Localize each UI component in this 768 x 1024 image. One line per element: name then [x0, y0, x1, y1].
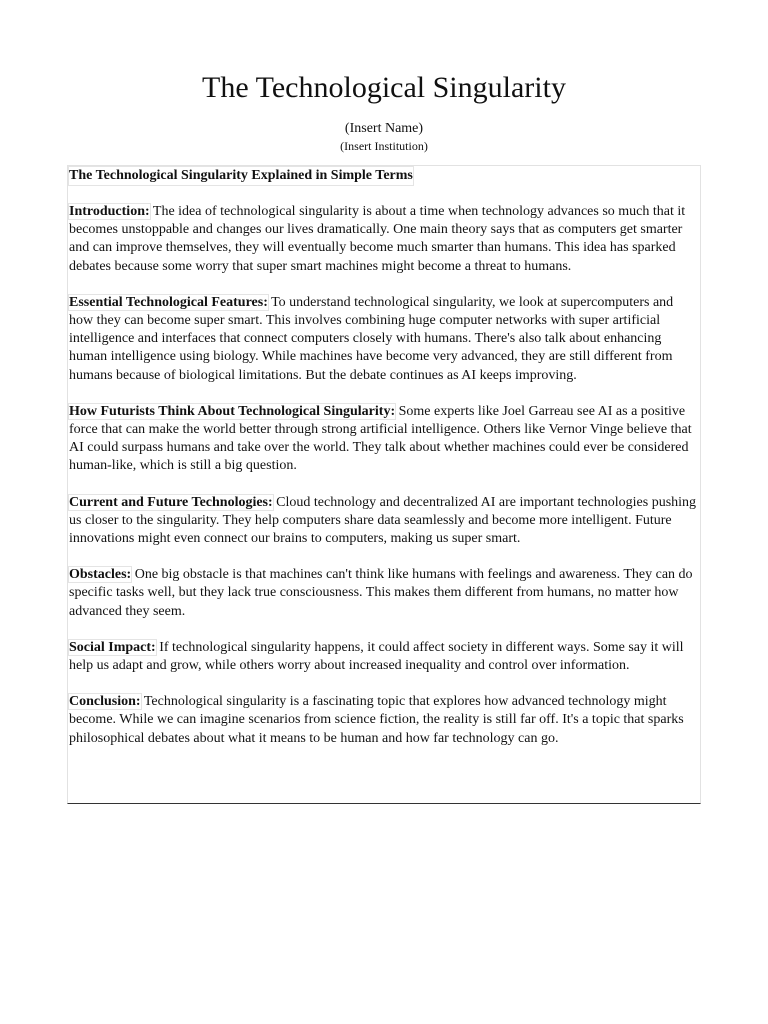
section-conclusion — [69, 693, 699, 748]
content-box — [67, 165, 701, 804]
author-name: (Insert Name) — [344, 121, 424, 136]
section-introduction — [69, 203, 699, 276]
section-label: Conclusion: — [69, 694, 141, 710]
section-text: If technological singularity happens, it could affect society in different ways. Some say it will help us adapt and grow, while others worry about increased inequality and control over information. — [69, 639, 684, 674]
section-text: To understand technological singularity, we look at supercomputers and how they can become super smart. This involves combining huge computer networks with super artificial intelligence and interfaces that connect computers closely with humans. There's also talk about enhancing human intelligence using biology. While machines have become very advanced, they are still different from humans because of biological limitations. But the debate continues as AI keeps improving. — [69, 294, 674, 383]
section-futurists — [69, 403, 699, 476]
section-label: Essential Technological Features: — [69, 294, 268, 310]
section-label: How Futurists Think About Technological Singularity: — [69, 403, 396, 419]
section-text: Technological singularity is a fascinating topic that explores how advanced technology might become. While we can imagine scenarios from science fiction, the reality is still far off. It's a topic that sparks philosophical debates about what it means to be human and how far technology can go. — [69, 694, 684, 746]
section-label: Obstacles: — [69, 567, 132, 583]
section-obstacles — [69, 566, 699, 621]
section-text: The idea of technological singularity is about a time when technology advances so much that it becomes unstoppable and changes our lives dramatically. One main theory says that as computers get smarter and can improve themselves, they will eventually become much smarter than humans. This idea has sparked debates because some worry that super smart machines might become a threat to humans. — [69, 204, 686, 274]
section-label: Current and Future Technologies: — [69, 494, 273, 510]
section-label: Introduction: — [69, 204, 150, 219]
document-title: The Technological Singularity — [202, 71, 566, 104]
section-label: Social Impact: — [69, 639, 156, 655]
section-text: Cloud technology and decentralized AI are important technologies pushing us closer to the singularity. They help computers share data seamlessly and become more intelligent. Future innovations might even connect our brains to computers, making us super smart. — [69, 494, 697, 547]
box-heading: The Technological Singularity Explained in Simple Terms — [69, 168, 413, 183]
section-technologies — [69, 494, 699, 549]
section-essential-features — [69, 294, 699, 385]
section-text: One big obstacle is that machines can't think like humans with feelings and awareness. They can do specific tasks well, but they lack true consciousness. This makes them different from humans, no matter how advanced they seem. — [69, 567, 693, 619]
section-text: Some experts like Joel Garreau see AI as a positive force that can make the world better through strong artificial intelligence. Others like Vernor Vinge believe that AI could surpass humans and take over the world. They talk about whether machines could ever be considered human-like, which is still a big question. — [69, 403, 692, 474]
section-social-impact — [69, 639, 699, 675]
institution-name: (Insert Institution) — [340, 139, 428, 153]
